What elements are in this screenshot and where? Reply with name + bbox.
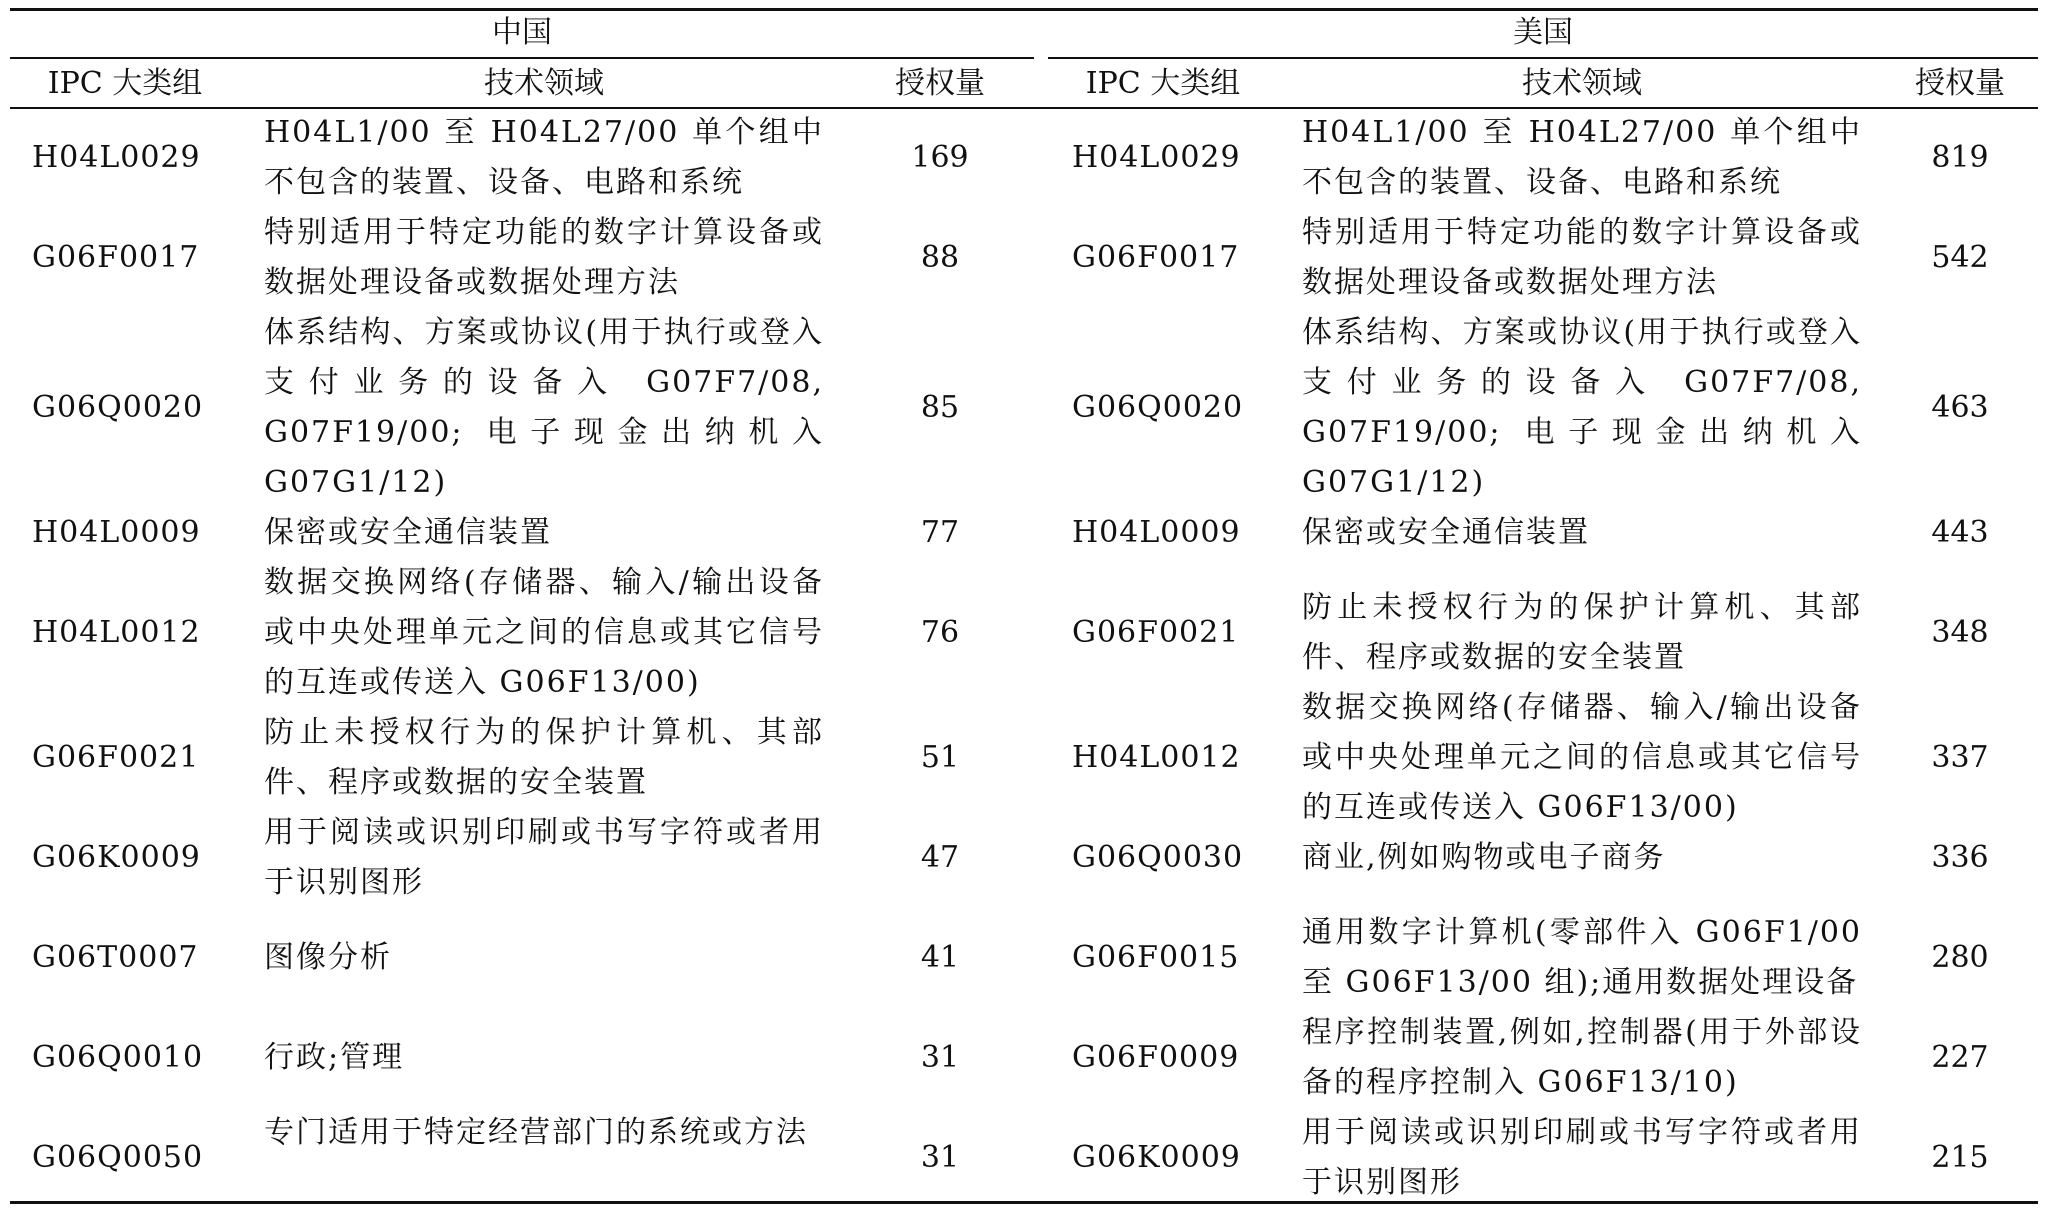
table-cell-field: 体系结构、方案或协议(用于执行或登入支付业务的设备入 G07F7/08, G07F19/00; 电子现金出纳机入 G07G1/12)	[1302, 315, 1862, 500]
table-cell-code: G06Q0020	[32, 390, 204, 425]
table-cell-count: 51	[920, 740, 960, 775]
table-cell-field: 防止未授权行为的保护计算机、其部件、程序或数据的安全装置	[1302, 590, 1862, 675]
table-cell-count: 88	[920, 240, 960, 275]
table-cell-field: 防止未授权行为的保护计算机、其部件、程序或数据的安全装置	[264, 715, 824, 800]
table-cell-field: 行政;管理	[264, 1040, 405, 1075]
china-count-header: 授权量	[895, 66, 985, 101]
usa-ipc-header: IPC 大类组	[1085, 66, 1241, 101]
table-cell-field: H04L1/00 至 H04L27/00 单个组中不包含的装置、设备、电路和系统	[1302, 115, 1862, 200]
table-cell-count: 348	[1931, 615, 1989, 650]
table-cell-code: G06F0021	[32, 740, 200, 775]
table-cell-code: H04L0012	[32, 615, 201, 650]
table-cell-count: 542	[1931, 240, 1989, 275]
table-cell-code: G06K0009	[32, 840, 201, 875]
table-cell-code: G06K0009	[1072, 1140, 1241, 1175]
table-cell-count: 85	[920, 390, 960, 425]
table-cell-count: 227	[1931, 1040, 1989, 1075]
table-cell-count: 215	[1931, 1140, 1989, 1175]
table-cell-field: 特别适用于特定功能的数字计算设备或数据处理设备或数据处理方法	[1302, 215, 1862, 300]
table-cell-count: 31	[920, 1140, 960, 1175]
table-cell-field: 用于阅读或识别印刷或书写字符或者用于识别图形	[264, 815, 824, 900]
table-cell-code: G06Q0050	[32, 1140, 204, 1175]
table-cell-count: 41	[920, 940, 960, 975]
usa-field-header: 技术领域	[1522, 66, 1642, 101]
table-cell-field: H04L1/00 至 H04L27/00 单个组中不包含的装置、设备、电路和系统	[264, 115, 824, 200]
table-cell-count: 337	[1931, 740, 1989, 775]
table-cell-code: H04L0012	[1072, 740, 1241, 775]
table-cell-field: 体系结构、方案或协议(用于执行或登入支付业务的设备入 G07F7/08, G07F19/00; 电子现金出纳机入 G07G1/12)	[264, 315, 824, 500]
table-cell-field: 专门适用于特定经营部门的系统或方法	[264, 1115, 808, 1150]
table-cell-field: 用于阅读或识别印刷或书写字符或者用于识别图形	[1302, 1115, 1862, 1200]
china-field-header: 技术领域	[484, 66, 604, 101]
table-cell-code: H04L0009	[32, 515, 201, 550]
table-cell-count: 31	[920, 1040, 960, 1075]
table-cell-code: G06F0021	[1072, 615, 1240, 650]
table-cell-field: 特别适用于特定功能的数字计算设备或数据处理设备或数据处理方法	[264, 215, 824, 300]
table-cell-count: 819	[1931, 140, 1989, 175]
table-cell-field: 通用数字计算机(零部件入 G06F1/00 至 G06F13/00 组);通用数据处理设备	[1302, 915, 1862, 1000]
table-cell-code: G06Q0020	[1072, 390, 1244, 425]
table-cell-field: 保密或安全通信装置	[1302, 515, 1590, 550]
table-cell-field: 数据交换网络(存储器、输入/输出设备或中央处理单元之间的信息或其它信号的互连或传送入 G06F13/00)	[1302, 690, 1862, 825]
table-cell-count: 280	[1931, 940, 1989, 975]
table-cell-count: 169	[911, 140, 969, 175]
usa-group-header: 美国	[1513, 15, 1573, 50]
table-cell-count: 463	[1931, 390, 1989, 425]
china-group-header: 中国	[492, 15, 552, 50]
table-cell-code: H04L0029	[1072, 140, 1241, 175]
usa-count-header: 授权量	[1915, 66, 2005, 101]
table-cell-code: H04L0029	[32, 140, 201, 175]
table-cell-count: 336	[1931, 840, 1989, 875]
table-cell-field: 数据交换网络(存储器、输入/输出设备或中央处理单元之间的信息或其它信号的互连或传送入 G06F13/00)	[264, 565, 824, 700]
table-cell-code: G06Q0030	[1072, 840, 1244, 875]
table-cell-field: 程序控制装置,例如,控制器(用于外部设备的程序控制入 G06F13/10)	[1302, 1015, 1862, 1100]
table-cell-code: G06Q0010	[32, 1040, 204, 1075]
table-cell-count: 47	[920, 840, 960, 875]
table-cell-count: 77	[920, 515, 960, 550]
table-cell-field: 保密或安全通信装置	[264, 515, 552, 550]
table-cell-count: 76	[920, 615, 960, 650]
table-cell-field: 图像分析	[264, 940, 392, 975]
table-cell-code: G06F0017	[32, 240, 200, 275]
table-cell-code: H04L0009	[1072, 515, 1241, 550]
table-cell-field: 商业,例如购物或电子商务	[1302, 840, 1666, 875]
china-ipc-header: IPC 大类组	[47, 66, 203, 101]
table-cell-code: G06T0007	[32, 940, 199, 975]
table-cell-code: G06F0015	[1072, 940, 1240, 975]
table-cell-code: G06F0009	[1072, 1040, 1240, 1075]
table-cell-code: G06F0017	[1072, 240, 1240, 275]
table-cell-count: 443	[1931, 515, 1989, 550]
